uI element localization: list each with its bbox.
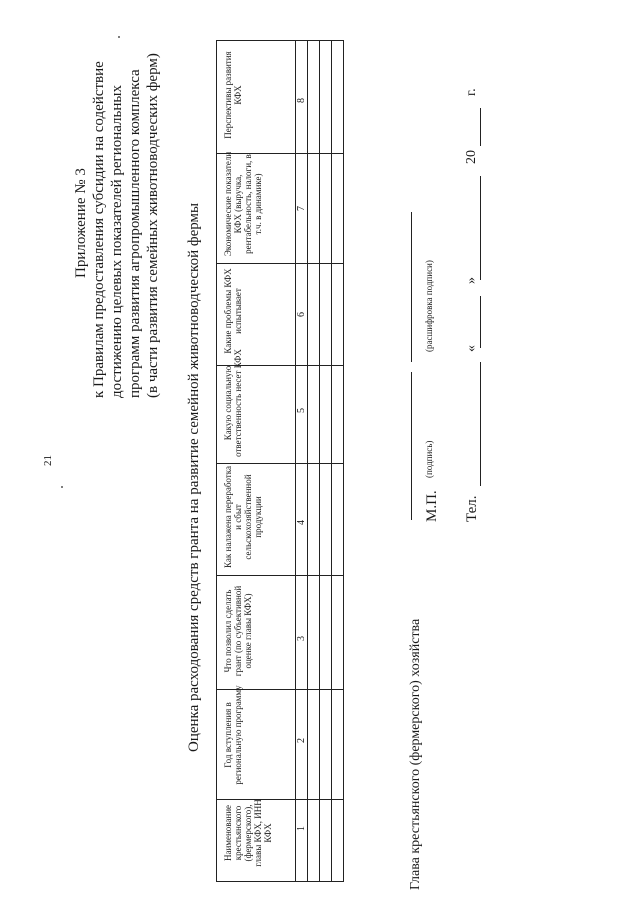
column-number-8: 8 <box>296 98 307 103</box>
table-header-grant-result: Что позволил сделать грант (по субъективной оценке главы КФХ) <box>223 585 253 677</box>
table-divider <box>319 41 320 881</box>
document-title: Оценка расходования средств гранта на развитие семейной животноводческой фермы <box>186 202 202 752</box>
table-divider <box>217 575 343 576</box>
year-suffix: г. <box>464 88 479 96</box>
month-line <box>480 176 481 280</box>
signature-line <box>411 372 412 520</box>
table-header-name: Наименование крестьянского (фермерского), главы КФХ, ИНН КФХ <box>223 799 273 867</box>
column-number-3: 3 <box>296 636 307 641</box>
date-quote-open: « <box>464 345 479 352</box>
table-header-social: Какую социальную ответственность несет КФХ <box>223 349 243 457</box>
appendix-line-4: программ развития агропромышленного комплекса <box>127 69 143 398</box>
tel-label: Тел. <box>464 495 480 522</box>
stamp-placeholder: М.П. <box>424 490 440 522</box>
year-prefix: 20 <box>464 150 479 164</box>
appendix-line-5: (в части развития семейных животноводческих ферм) <box>145 53 161 398</box>
date-quote-close: » <box>464 277 479 284</box>
table-divider <box>307 41 308 881</box>
table-divider <box>331 41 332 881</box>
column-number-1: 1 <box>296 826 307 831</box>
column-number-2: 2 <box>296 738 307 743</box>
table-divider <box>295 41 296 881</box>
table-header-economics: Экономические показатели КФХ (выручка, рентабельность, налоги, в т.ч. в динамике) <box>223 151 263 257</box>
signatory-role: Глава крестьянского (фермерского) хозяйства <box>408 618 423 890</box>
table-header-year: Год вступления в региональную программу <box>223 685 243 785</box>
tel-line <box>480 362 481 486</box>
column-number-7: 7 <box>296 206 307 211</box>
decode-caption: (расшифровка подписи) <box>424 260 434 352</box>
day-line <box>480 296 481 348</box>
decode-line <box>411 212 412 362</box>
year-line <box>480 108 481 146</box>
appendix-line-1: Приложение № 3 <box>73 168 89 278</box>
signature-caption: (подпись) <box>424 440 434 478</box>
table-header-processing: Как налажена переработка и сбыт сельскохозяйственной продукции <box>223 466 263 568</box>
appendix-heading <box>72 53 162 398</box>
grant-assessment-table <box>216 40 344 882</box>
scan-speck <box>61 486 63 488</box>
scan-speck <box>118 36 120 38</box>
appendix-line-2: к Правилам предоставления субсидии на содействие <box>91 61 107 398</box>
column-number-5: 5 <box>296 408 307 413</box>
appendix-line-3: достижению целевых показателей региональных <box>109 85 125 398</box>
table-header-prospects: Перспективы развития КФХ <box>223 51 243 139</box>
column-number-4: 4 <box>296 520 307 525</box>
page-number: 21 <box>42 455 54 466</box>
table-header-problems: Какие проблемы КФХ испытывает <box>223 268 243 354</box>
column-number-6: 6 <box>296 312 307 317</box>
